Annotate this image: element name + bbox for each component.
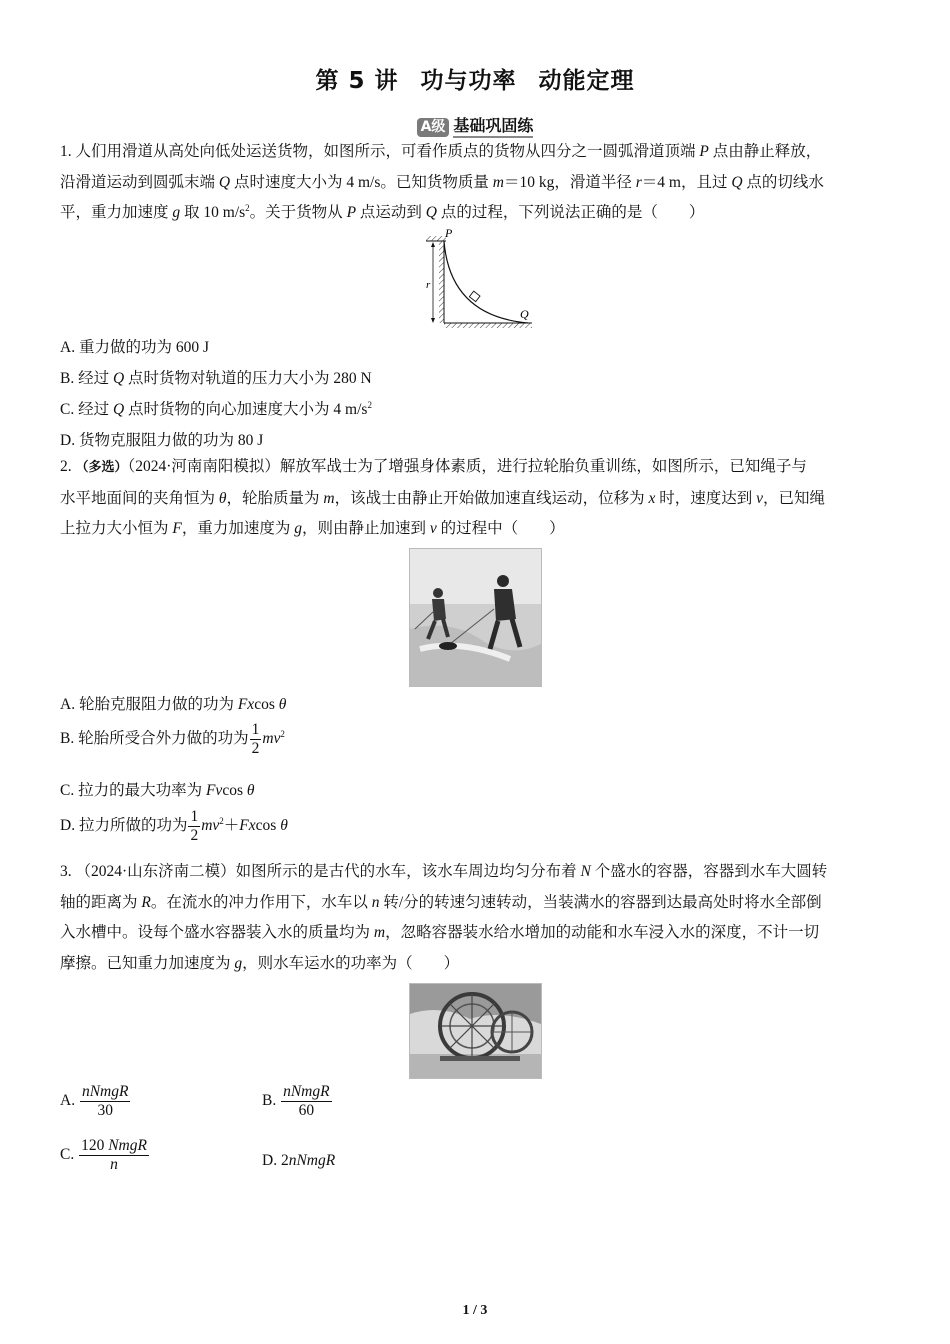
slide-track-diagram: [412, 226, 542, 332]
question-2-stem: [60, 452, 890, 545]
q3-option-a[interactable]: A. $\frac{\text{nNmgR}}{30}$: [60, 1083, 129, 1119]
q3-option-d[interactable]: D. 2nNmgR: [262, 1152, 336, 1169]
question-3-stem: [60, 857, 890, 979]
q2-line-3: 上拉力大小恒为 F，重力加速度为 g，则由静止加速到 v 的过程中（ ）: [60, 520, 565, 537]
fraction-half: $\frac{1}{2}$: [251, 721, 260, 757]
q1-option-a[interactable]: A. 重力做的功为 600 J: [60, 339, 209, 356]
multi-choice-tag: （多选）: [75, 460, 128, 475]
q3-option-c[interactable]: C. $\frac{\text{120 NmgR}}{n}$: [60, 1137, 147, 1173]
soldiers-pulling-tires-image: [410, 549, 541, 686]
q1-line-1: 1. 人们用滑道从高处向低处运送货物，如图所示，可看作质点的货物从四分之一圆弧滑道顶端 P 点由静止释放，: [60, 143, 822, 160]
ancient-water-wheel-image: [410, 984, 541, 1078]
q3-line-3: 入水槽中。设每个盛水容器装入水的质量均为 m，忽略容器装水给水增加的动能和水车浸入水的深度，不计一切: [60, 924, 820, 941]
q1-option-d[interactable]: D. 货物克服阻力做的功为 80 J: [60, 432, 264, 449]
q1-line-3: 平，重力加速度 g 取 10 $m/s^2$。关于货物从 P 点运动到 Q 点的过程，下列说法正确的是（ ）: [60, 203, 705, 221]
q3-line-1: 3. （2024·山东济南二模）如图所示的是古代的水车，该水车周边均匀分布着 N 个盛水的容器，容器到水车大圆转: [60, 863, 828, 880]
page-number: 1 / 3: [462, 1303, 488, 1318]
q3-option-b[interactable]: B. $\frac{\text{nNmgR}}{60}$: [262, 1083, 330, 1119]
q3-line-2: 轴的距离为 R。在流水的冲力作用下，水车以 n 转/分的转速匀速转动，当装满水的容器到达最高处时将水全部倒: [60, 893, 822, 911]
level-badge: A级: [417, 118, 450, 137]
page-title: [0, 62, 950, 95]
level-header: [0, 113, 950, 137]
q1-option-c[interactable]: C. 经过 Q 点时货物的向心加速度大小为 4 $m/s^2$: [60, 400, 372, 418]
point-q-label: Q: [520, 307, 529, 321]
q2-option-d[interactable]: D. 拉力所做的功为 $\frac{1}{2}$ $mv^2+Fxcos$ θ: [60, 808, 288, 844]
title-topic-2: 动能定理: [538, 68, 635, 94]
level-title: 基础巩固练: [453, 116, 533, 138]
q3-line-4: 摩擦。已知重力加速度为 g，则水车运水的功率为（ ）: [60, 954, 460, 972]
radius-label: r: [426, 279, 431, 291]
title-lecture: 第 5 讲: [315, 68, 399, 94]
q2-option-c[interactable]: C. 拉力的最大功率为 Fvcos θ: [60, 782, 255, 799]
point-p-label: P: [445, 226, 453, 240]
tire-training-photo: [409, 548, 542, 687]
water-wheel-photo: [409, 983, 542, 1079]
q1-line-2: 沿滑道运动到圆弧末端 Q 点时速度大小为 4 m/s。已知货物质量 m＝10 kg，滑道半径 r＝4 m，且过 Q 点的切线水: [60, 173, 824, 191]
q2-line-2: 水平地面间的夹角恒为 θ，轮胎质量为 m，该战士由静止开始做加速直线运动，位移为 x 时，速度达到 v，已知绳: [60, 489, 826, 507]
fraction-a: $\frac{\text{nNmgR}}{30}$: [81, 1083, 129, 1119]
title-topic-1: 功与功率: [420, 68, 517, 94]
q2-option-a[interactable]: A. 轮胎克服阻力做的功为 Fxcos θ: [60, 696, 287, 713]
fraction-c: $\frac{\text{120 NmgR}}{n}$: [81, 1137, 147, 1173]
fraction-half: $\frac{1}{2}$: [190, 808, 199, 844]
q2-option-b[interactable]: B. 轮胎所受合外力做的功为 $\frac{1}{2}$ $mv^2$: [60, 721, 285, 757]
question-1-stem: [60, 137, 890, 229]
fraction-b: $\frac{\text{nNmgR}}{60}$: [283, 1083, 330, 1119]
q1-option-b[interactable]: B. 经过 Q 点时货物对轨道的压力大小为 280 N: [60, 370, 372, 387]
q2-line-1: 2. （多选）（2024·河南南阳模拟）解放军战士为了增强身体素质，进行拉轮胎负重训练，如图所示，已知绳子与: [60, 458, 807, 475]
